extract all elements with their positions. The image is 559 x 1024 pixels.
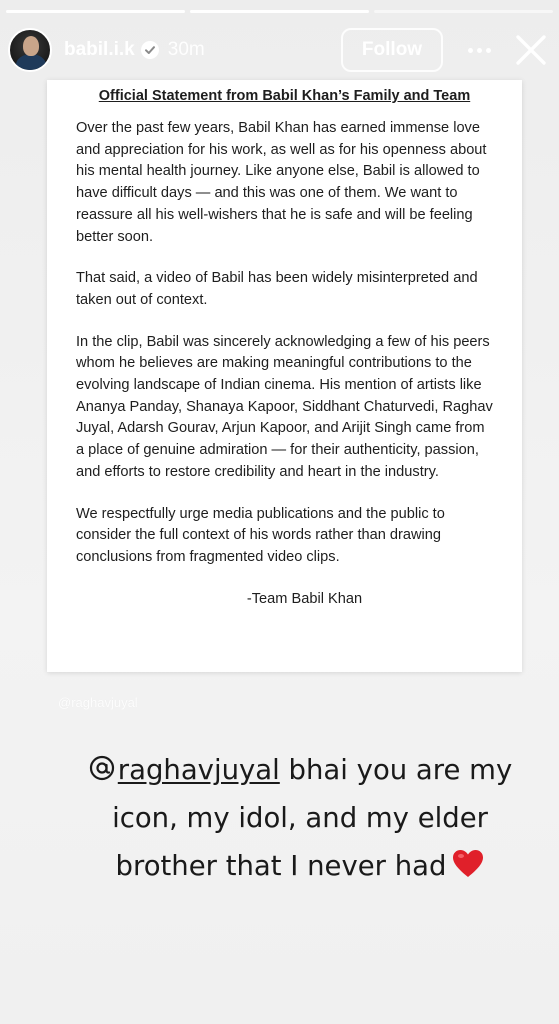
verified-badge-icon (141, 41, 159, 59)
avatar[interactable] (8, 28, 52, 72)
progress-segment (190, 10, 369, 13)
at-icon (88, 754, 116, 782)
progress-segment (374, 10, 553, 13)
mention-sticker[interactable]: @raghavjuyal (58, 695, 138, 710)
follow-button[interactable]: Follow (341, 28, 443, 72)
document-paragraph: We respectfully urge media publications and the public to consider the full context of his words rather than drawing conclusions from fragmented video clips. (76, 505, 445, 565)
statement-document (47, 80, 522, 672)
avatar-suit (16, 54, 46, 72)
username[interactable]: babil.i.k (64, 39, 135, 60)
story-caption (70, 746, 530, 890)
document-paragraph: That said, a video of Babil has been widely misinterpreted and taken out of context. (76, 270, 478, 308)
story-progress (6, 10, 553, 13)
document-paragraph: In the clip, Babil was sincerely acknowledging a few of his peers whom he believes are making meaningful contributions to the evolving landscape of Indian cinema. His mention of artists like Ananya Panday, Shanaya Kapoor, Siddhant Chaturvedi, Raghav Juyal, Adarsh Gourav, Arjun Kapoor, and Arijit Singh came from a place of genuine admiration — for their authenticity, passion, and efforts to restore credibility and heart in the industry. (76, 333, 493, 480)
caption-text: bhai you are my icon, my idol, and my elder brother that I never had (112, 754, 513, 882)
story-timestamp: 30m (167, 39, 205, 60)
heart-icon (452, 849, 484, 879)
document-paragraph: Over the past few years, Babil Khan has earned immense love and appreciation for his work, as well as for his openness about his mental health journey. Like anyone else, Babil is allowed to have difficult days — and this was one of them. We want to reassure all his well-wishers that he is safe and will be feeling better soon. (76, 120, 487, 245)
avatar-face (23, 36, 39, 56)
progress-segment (6, 10, 185, 13)
mention-link[interactable] (88, 754, 280, 786)
close-icon[interactable] (511, 30, 551, 70)
more-dot (486, 48, 491, 53)
more-dot (468, 48, 473, 53)
progress-fill (6, 10, 185, 13)
story-header (8, 26, 551, 74)
more-icon[interactable] (461, 30, 497, 70)
more-dot (477, 48, 482, 53)
progress-fill (190, 10, 369, 13)
document-title: Official Statement from Babil Khan’s Family and Team (98, 88, 471, 104)
mention-username: raghavjuyal (117, 754, 280, 786)
document-signature: -Team Babil Khan (246, 590, 363, 607)
